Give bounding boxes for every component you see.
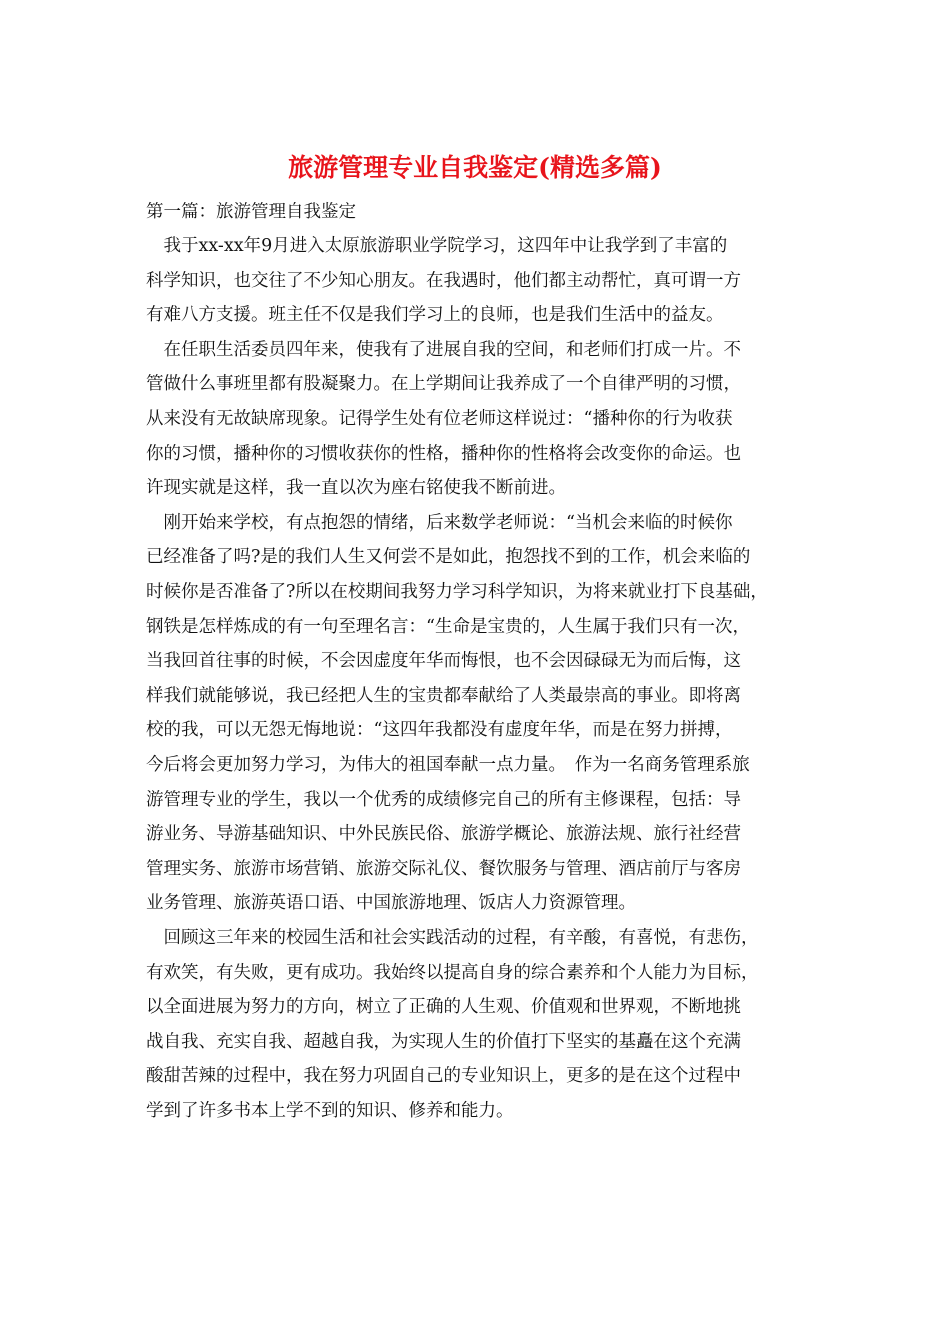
paragraph-line: 游管理专业的学生，我以一个优秀的成绩修完自己的所有主修课程，包括：导 [146,789,741,810]
paragraph-line: 有欢笑，有失败，更有成功。我始终以提高自身的综合素养和个人能力为目标， [146,962,759,983]
paragraph-line: 有难八方支援。班主任不仅是我们学习上的良师，也是我们生活中的益友。 [146,305,724,326]
paragraph-line: 我于xx-xx年9月进入太原旅游职业学院学习，这四年中让我学到了丰富的 [146,236,728,256]
paragraph-line: 酸甜苦辣的过程中，我在努力巩固自己的专业知识上，更多的是在这个过程中 [146,1066,741,1087]
paragraph-line: 你的习惯，播种你的习惯收获你的性格，播种你的性格将会改变你的命运。也 [146,443,741,464]
section-heading: 第一篇：旅游管理自我鉴定 [146,202,356,222]
paragraph-line: 当我回首往事的时候，不会因虚度年华而悔恨，也不会因碌碌无为而后悔，这 [146,651,741,672]
paragraph-line: 刚开始来学校，有点抱怨的情绪，后来数学老师说：“当机会来临的时候你 [146,512,733,533]
paragraph-line: 校的我，可以无怨无悔地说：“这四年我都没有虚度年华，而是在努力拼搏， [146,720,733,741]
paragraph-line: 时候你是否准备了?所以在校期间我努力学习科学知识，为将来就业打下良基础， [146,582,768,602]
paragraph-line: 回顾这三年来的校园生活和社会实践活动的过程，有辛酸，有喜悦，有悲伤， [146,928,759,948]
paragraph-line: 管理实务、旅游市场营销、旅游交际礼仪、餐饮服务与管理、酒店前厅与客房 [146,858,741,879]
document-title: 旅游管理专业自我鉴定(精选多篇) [288,153,662,182]
paragraph-line: 以全面进展为努力的方向，树立了正确的人生观、价值观和世界观，不断地挑 [146,997,741,1018]
paragraph-line: 钢铁是怎样炼成的有一句至理名言：“生命是宝贵的，人生属于我们只有一次， [146,616,750,637]
paragraph-line: 今后将会更加努力学习，为伟大的祖国奉献一点力量。 作为一名商务管理系旅 [146,755,750,775]
paragraph-line: 许现实就是这样，我一直以次为座右铭使我不断前进。 [146,478,566,499]
paragraph-line: 样我们就能够说，我已经把人生的宝贵都奉献给了人类最崇高的事业。即将离 [146,685,741,706]
paragraph-line: 科学知识，也交往了不少知心朋友。在我遇时，他们都主动帮忙，真可谓一方 [146,270,741,291]
paragraph-line: 已经准备了吗?是的我们人生又何尝不是如此，抱怨找不到的工作，机会来临的 [146,547,751,568]
paragraph-line: 游业务、导游基础知识、中外民族民俗、旅游学概论、旅游法规、旅行社经营 [146,824,741,845]
paragraph-line: 从来没有无故缺席现象。记得学生处有位老师这样说过：“播种你的行为收获 [146,409,733,429]
paragraph-line: 管做什么事班里都有股凝聚力。在上学期间让我养成了一个自律严明的习惯， [146,374,741,395]
paragraph-line: 战自我、充实自我、超越自我，为实现人生的价值打下坚实的基矗在这个充满 [146,1031,741,1052]
paragraph-line: 在任职生活委员四年来，使我有了进展自我的空间，和老师们打成一片。不 [146,339,741,360]
paragraph-line: 业务管理、旅游英语口语、中国旅游地理、饭店人力资源管理。 [146,893,636,914]
paragraph-line: 学到了许多书本上学不到的知识、修养和能力。 [146,1101,514,1121]
